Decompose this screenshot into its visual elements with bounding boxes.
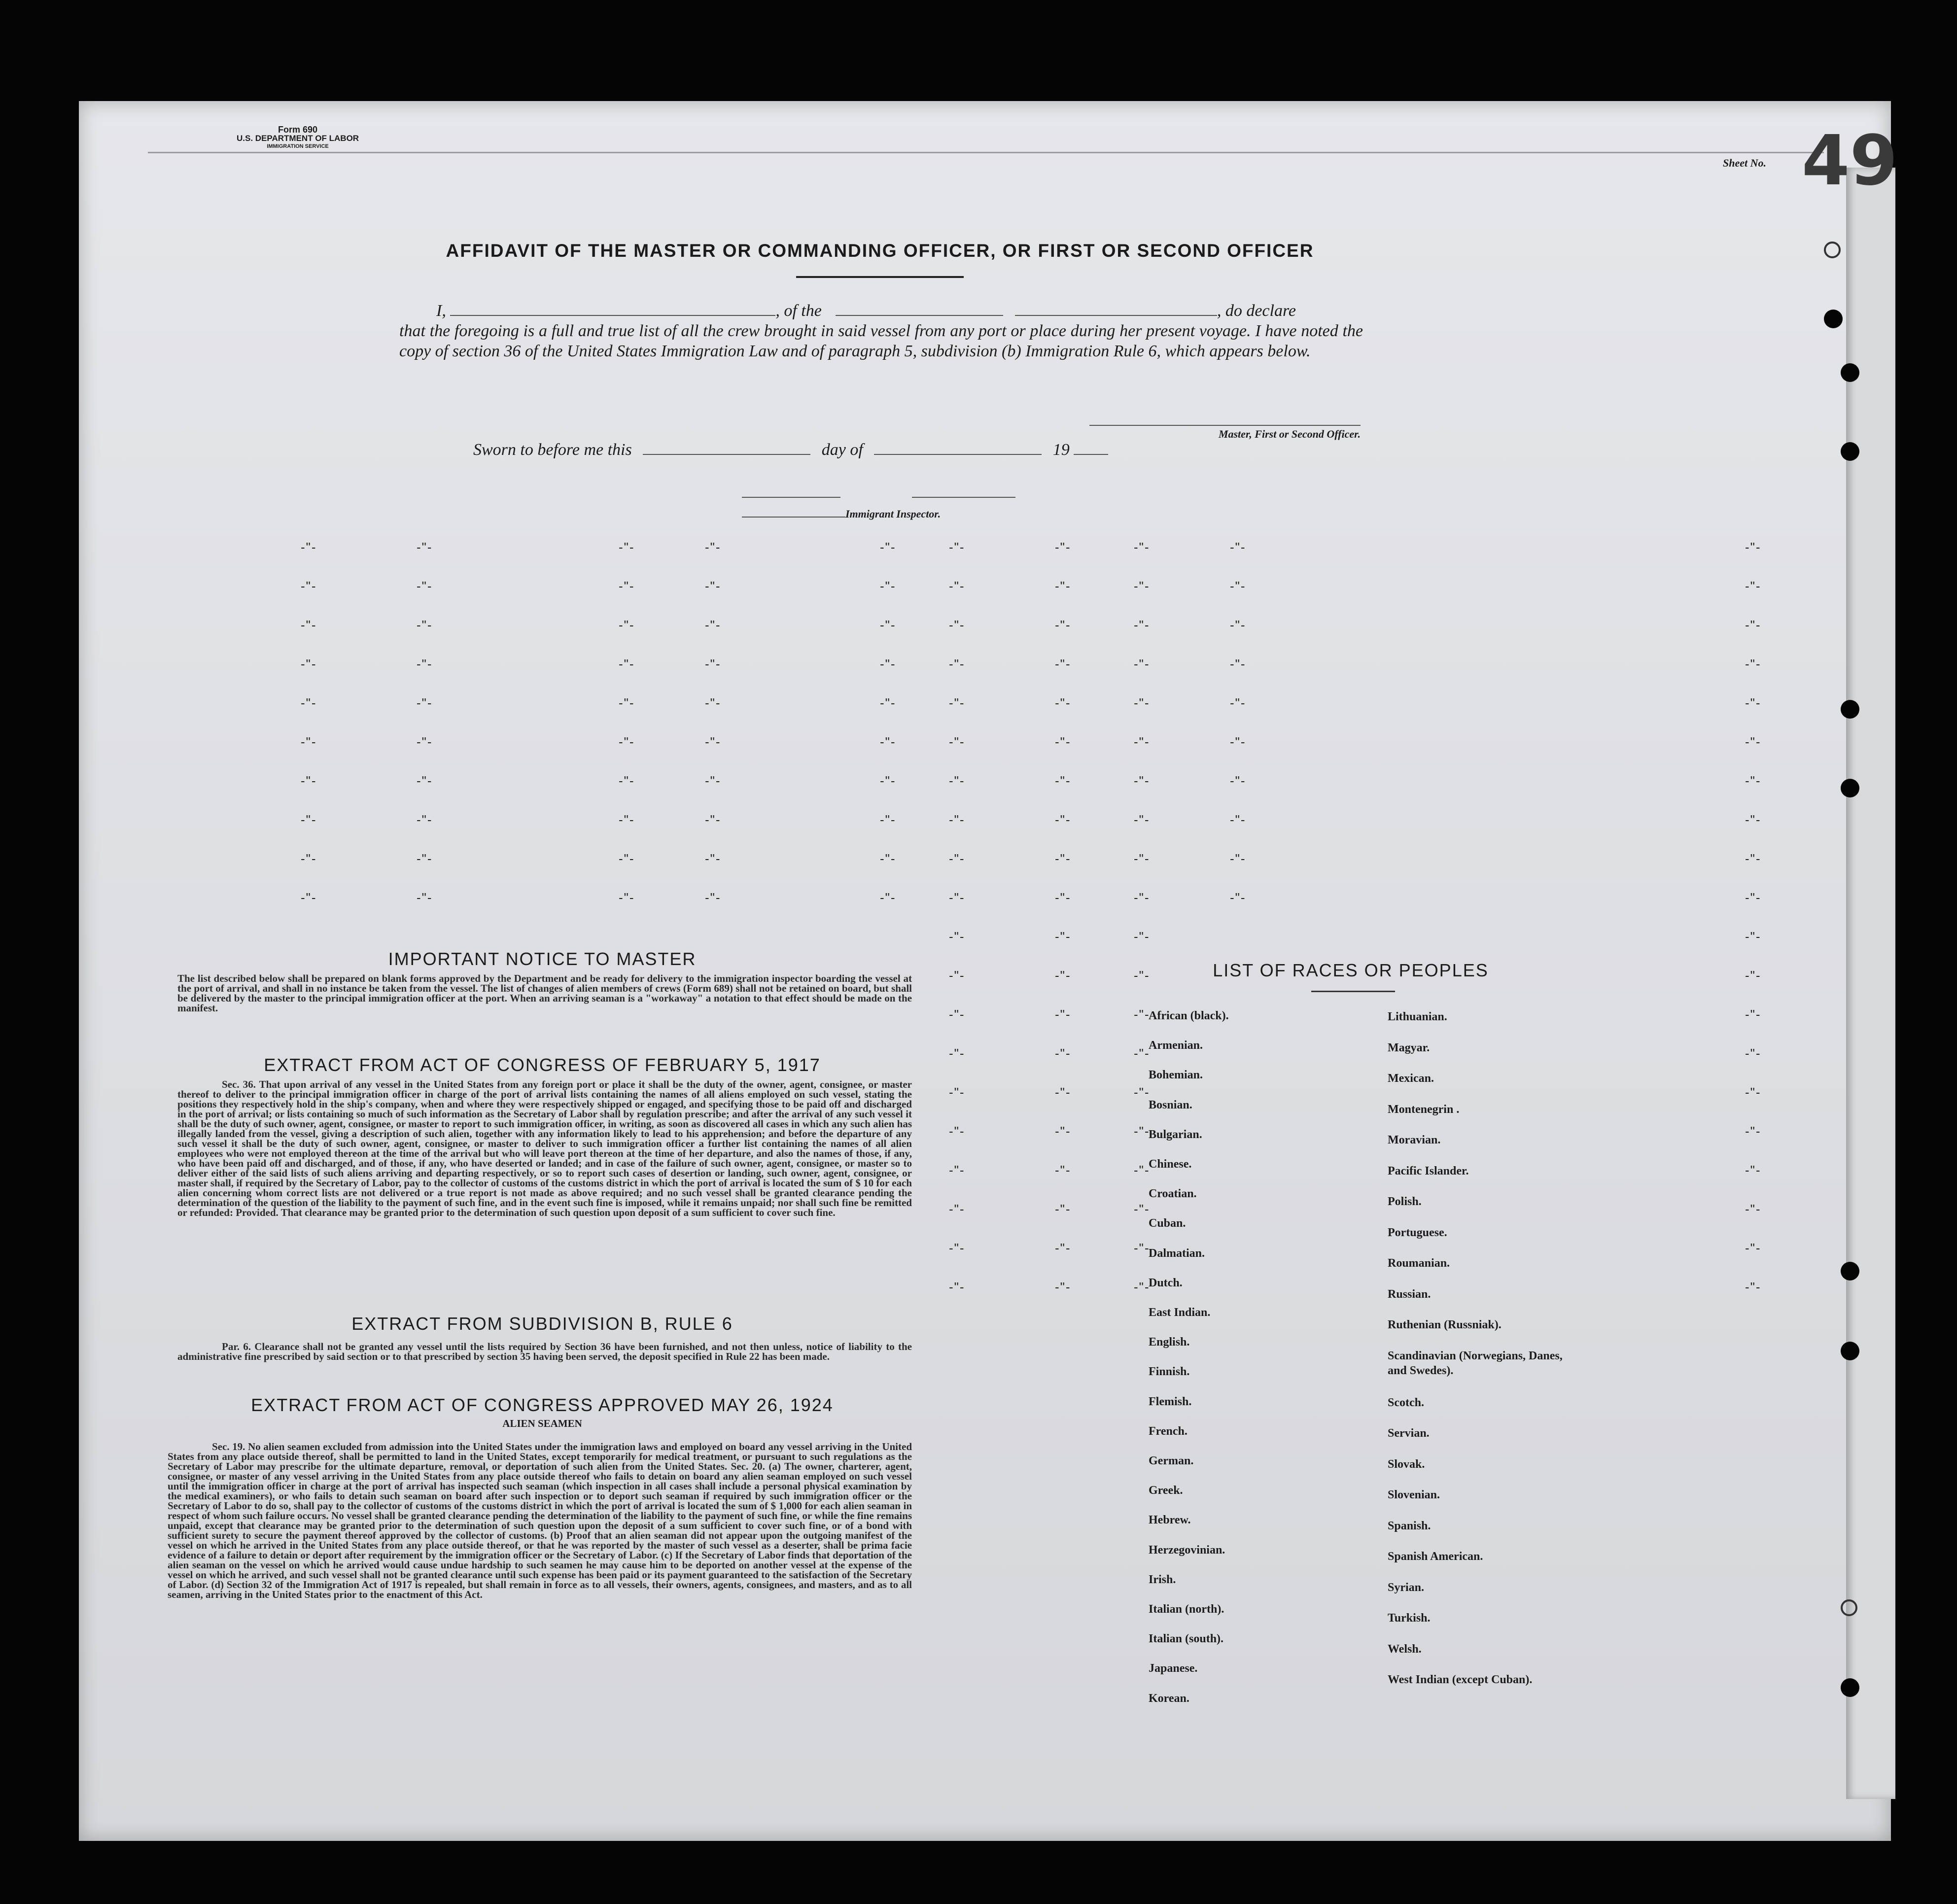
ditto-mark: -"- — [1055, 1085, 1071, 1100]
ditto-mark: -"- — [949, 695, 965, 710]
race-item: Servian. — [1388, 1427, 1430, 1440]
ditto-mark: -"- — [949, 929, 965, 944]
inspector-line — [742, 497, 840, 498]
ditto-mark: -"- — [619, 851, 635, 866]
ditto-mark: -"- — [949, 579, 965, 593]
ditto-mark: -"- — [1134, 1046, 1150, 1061]
ditto-mark: -"- — [880, 579, 896, 593]
ditto-mark: -"- — [1055, 890, 1071, 905]
race-item: East Indian. — [1149, 1306, 1211, 1319]
ditto-mark: -"- — [1745, 1124, 1761, 1139]
service-name: IMMIGRATION SERVICE — [267, 143, 329, 149]
extract-1924-text: Sec. 19. No alien seamen excluded from admission into the United States under the immigration laws and employed on board any vessel arriving in the United States from any place outside thereof, shall be permitted to land in the United States, except temporarily for medical treatment, or pursuant to such regulations as the Secretary of Labor may prescribe for the ultimate departure, removal, or deportation of such alien from the United States. Sec. 20. (a) The owner, charterer, agent, consignee, or master of any vessel arriving in the United States from any place outside thereof who fails to detain on board any alien seaman employed on such vessel until the immigration officer in charge at the port of arrival has inspected such seaman (which inspection in all cases shall include a personal physical examination by the medical examiners), or who fails to detain such seaman on board after such inspection or to deport such seaman if required by such immigration officer or the Secretary of Labor to do so, shall pay to the collector of customs of the customs district in which the port of arrival is located the sum of $ 1,000 for each alien seaman in respect of whom such failure occurs. No vessel shall be granted clearance pending the determination of the liability to the payment of such fine, or while the fine remains unpaid, except that clearance may be granted prior to the determination of such question upon the deposit of a sum sufficient to cover such fine, or of a bond with sufficient surety to secure the payment thereof approved by the collector of customs. (b) Proof that an alien seaman did not appear upon the outgoing manifest of the vessel on which he arrived in the United States from any place outside thereof, or that he was reported by the master of such vessel as a deserter, shall be prima facie evidence of a failure to detain or deport after requirement by the immigration officer or the Secretary of Labor. (c) If the Secretary of Labor finds that deportation of the alien seaman on the vessel on which he arrived would cause undue hardship to such seamen he may cause him to be deported on another vessel at the expense of the vessel on which he arrived, and such vessel shall not be granted clearance until such expense has been paid or its payment guaranteed to the satisfaction of the Secretary of Labor. (d) Section 32 of the Immigration Act of 1917 is repealed, but shall remain in force as to all vessels, their owners, agents, consignees, and masters, and as to all seamen, arriving in the United States prior to the enactment of this Act. — [168, 1441, 912, 1600]
ditto-mark: -"- — [619, 890, 635, 905]
ditto-mark: -"- — [1134, 540, 1150, 554]
sworn-year-blank — [1074, 440, 1108, 455]
race-item: Croatian. — [1149, 1187, 1197, 1201]
ditto-mark: -"- — [1745, 1163, 1761, 1177]
ditto-mark: -"- — [301, 618, 317, 632]
ditto-mark: -"- — [880, 812, 896, 827]
ditto-mark: -"- — [949, 1124, 965, 1139]
ditto-mark: -"- — [880, 734, 896, 749]
notice-text: The list described below shall be prepared on blank forms approved by the Department and be ready for delivery to the immigration inspector boarding the vessel at the port of arrival, and shall in no instance be taken from the vessel. The list of changes of alien members of crews (Form 689) shall not be retained on board, but shall be delivered by the master to the principal immigration officer at the port. When an arriving seaman is a "workaway" a notation to that effect should be made on the manifest. — [177, 972, 912, 1014]
ditto-mark: -"- — [301, 540, 317, 554]
ditto-mark: -"- — [705, 618, 721, 632]
ditto-mark: -"- — [417, 579, 433, 593]
ditto-mark: -"- — [1134, 851, 1150, 866]
race-item: Slovenian. — [1388, 1489, 1440, 1501]
ditto-mark: -"- — [880, 618, 896, 632]
ditto-mark: -"- — [1230, 812, 1246, 827]
ditto-mark: -"- — [880, 657, 896, 671]
ditto-mark: -"- — [1055, 851, 1071, 866]
ditto-mark: -"- — [1230, 579, 1246, 593]
sworn-month-blank — [874, 440, 1042, 455]
ditto-mark: -"- — [1230, 773, 1246, 788]
ditto-mark: -"- — [949, 657, 965, 671]
ditto-mark: -"- — [1745, 695, 1761, 710]
race-item: Japanese. — [1149, 1662, 1198, 1675]
inspector-label-text: Immigrant Inspector. — [845, 508, 941, 520]
race-item: Scotch. — [1388, 1396, 1424, 1409]
ditto-mark: -"- — [880, 773, 896, 788]
ditto-mark: -"- — [705, 579, 721, 593]
ditto-mark: -"- — [417, 773, 433, 788]
ditto-mark: -"- — [705, 540, 721, 554]
race-item: Slovak. — [1388, 1457, 1425, 1471]
declaration-body: that the foregoing is a full and true list of all the crew brought in said vessel from any port or place during her present voyage. I have noted the copy of section 36 of the United States Immigration Law and of paragraph 5, subdivision (b) Immigration Rule 6, which appears below. — [399, 322, 1363, 360]
ditto-mark: -"- — [949, 618, 965, 632]
sworn-year: 19 — [1052, 441, 1070, 459]
race-item: Finnish. — [1149, 1365, 1190, 1379]
ditto-mark: -"- — [1055, 1163, 1071, 1177]
ditto-mark: -"- — [1230, 890, 1246, 905]
binder-hole — [1841, 1342, 1859, 1360]
ditto-mark: -"- — [417, 540, 433, 554]
binder-hole — [1841, 1262, 1859, 1281]
ditto-mark: -"- — [1134, 657, 1150, 671]
ditto-mark: -"- — [619, 812, 635, 827]
sworn-statement — [473, 440, 1108, 459]
signature-label: Master, First or Second Officer. — [1218, 428, 1361, 440]
ditto-mark: -"- — [1134, 695, 1150, 710]
race-item: Cuban. — [1149, 1217, 1186, 1230]
race-item: Moravian. — [1388, 1134, 1441, 1146]
race-item: Dalmatian. — [1149, 1246, 1205, 1260]
ditto-mark: -"- — [619, 734, 635, 749]
ditto-mark: -"- — [1745, 812, 1761, 827]
ditto-mark: -"- — [417, 695, 433, 710]
ditto-mark: -"- — [705, 695, 721, 710]
race-item: Italian (south). — [1149, 1632, 1224, 1646]
ditto-mark: -"- — [1745, 1007, 1761, 1022]
race-item: West Indian (except Cuban). — [1388, 1673, 1533, 1686]
ditto-mark: -"- — [1055, 968, 1071, 983]
ditto-mark: -"- — [1745, 773, 1761, 788]
ditto-mark: -"- — [417, 657, 433, 671]
ditto-mark: -"- — [1055, 657, 1071, 671]
race-item: Korean. — [1149, 1692, 1189, 1705]
ditto-mark: -"- — [301, 695, 317, 710]
ditto-mark: -"- — [1134, 734, 1150, 749]
ditto-mark: -"- — [1134, 618, 1150, 632]
vessel-blank-2 — [1015, 301, 1217, 316]
ditto-mark: -"- — [1134, 929, 1150, 944]
ditto-mark: -"- — [1745, 890, 1761, 905]
ditto-mark: -"- — [1055, 1280, 1071, 1294]
sworn-day-blank — [643, 440, 810, 455]
ditto-mark: -"- — [949, 1280, 965, 1294]
ditto-mark: -"- — [1230, 734, 1246, 749]
race-item: Irish. — [1149, 1573, 1176, 1586]
race-item: Magyar. — [1388, 1041, 1430, 1054]
race-item: African (black). — [1149, 1009, 1229, 1022]
race-item: Greek. — [1149, 1484, 1183, 1497]
ditto-mark: -"- — [949, 851, 965, 866]
race-item: Chinese. — [1149, 1158, 1192, 1171]
ditto-mark: -"- — [1055, 1046, 1071, 1061]
ditto-mark: -"- — [1745, 851, 1761, 866]
title-underline — [796, 276, 964, 278]
ditto-mark: -"- — [417, 851, 433, 866]
ditto-mark: -"- — [301, 657, 317, 671]
race-item: Ruthenian (Russniak). — [1388, 1318, 1502, 1331]
binder-hole — [1824, 310, 1843, 328]
binder-hole — [1841, 442, 1859, 461]
extract-rule6-text: Par. 6. Clearance shall not be granted any vessel until the lists required by Section 36 have been furnished, and not then unless, notice of liability to the administrative fine prescribed by said section or to that prescribed by section 35 having been served, the deposit specified in Rule 22 has been made. — [177, 1341, 912, 1362]
ditto-mark: -"- — [705, 773, 721, 788]
ditto-mark: -"- — [880, 851, 896, 866]
ditto-mark: -"- — [705, 734, 721, 749]
extract-1924-subtitle: ALIEN SEAMEN — [502, 1418, 582, 1429]
ditto-mark: -"- — [949, 1007, 965, 1022]
race-item: Dutch. — [1149, 1276, 1183, 1289]
ditto-mark: -"- — [1134, 1280, 1150, 1294]
ditto-mark: -"- — [301, 812, 317, 827]
extract-rule6-title: EXTRACT FROM SUBDIVISION B, RULE 6 — [351, 1314, 733, 1334]
name-blank — [450, 301, 775, 316]
ditto-mark: -"- — [1134, 1163, 1150, 1177]
race-item: Hebrew. — [1149, 1514, 1191, 1527]
ditto-mark: -"- — [880, 695, 896, 710]
ditto-mark: -"- — [949, 1202, 965, 1216]
of-the-label: , of the — [775, 302, 822, 320]
ditto-mark: -"- — [1134, 579, 1150, 593]
ditto-mark: -"- — [1745, 540, 1761, 554]
ditto-mark: -"- — [949, 1163, 965, 1177]
race-item: Mexican. — [1388, 1072, 1434, 1085]
race-item: Polish. — [1388, 1195, 1422, 1208]
race-item: Roumanian. — [1388, 1257, 1450, 1270]
ditto-mark: -"- — [1055, 540, 1071, 554]
ditto-mark: -"- — [1055, 1241, 1071, 1255]
ditto-mark: -"- — [949, 890, 965, 905]
ditto-mark: -"- — [949, 1085, 965, 1100]
declare-label: , do declare — [1217, 302, 1296, 320]
form-number: Form 690 — [278, 125, 318, 135]
sheet-number: 49 — [1802, 121, 1898, 201]
inspector-line — [912, 497, 1015, 498]
ditto-mark: -"- — [1055, 618, 1071, 632]
race-item: French. — [1149, 1424, 1188, 1438]
race-item: Scandinavian (Norwegians, Danes, and Swedes). — [1388, 1349, 1563, 1377]
ditto-mark: -"- — [619, 540, 635, 554]
race-item: Lithuanian. — [1388, 1010, 1447, 1023]
ditto-mark: -"- — [1055, 929, 1071, 944]
binder-hole — [1824, 242, 1841, 258]
binder-hole — [1841, 363, 1859, 382]
department-name: U.S. DEPARTMENT OF LABOR — [237, 134, 359, 143]
ditto-mark: -"- — [880, 540, 896, 554]
ditto-mark: -"- — [949, 1241, 965, 1255]
ditto-mark: -"- — [417, 734, 433, 749]
vessel-blank — [836, 301, 1003, 316]
races-title: LIST OF RACES OR PEOPLES — [1213, 960, 1489, 980]
ditto-mark: -"- — [301, 734, 317, 749]
ditto-mark: -"- — [1745, 657, 1761, 671]
race-item: Welsh. — [1388, 1642, 1422, 1656]
race-item: Spanish. — [1388, 1519, 1431, 1532]
ditto-mark: -"- — [705, 657, 721, 671]
ditto-mark: -"- — [1230, 618, 1246, 632]
notice-title: IMPORTANT NOTICE TO MASTER — [388, 949, 697, 969]
race-item: Portuguese. — [1388, 1226, 1447, 1239]
race-item: German. — [1149, 1454, 1194, 1467]
ditto-mark: -"- — [1134, 812, 1150, 827]
ditto-mark: -"- — [619, 773, 635, 788]
ditto-mark: -"- — [1134, 1241, 1150, 1255]
extract-1924-title: EXTRACT FROM ACT OF CONGRESS APPROVED MAY 26, 1924 — [251, 1395, 834, 1415]
inspector-label — [742, 508, 941, 520]
ditto-mark: -"- — [1745, 1280, 1761, 1294]
race-item: Russian. — [1388, 1287, 1431, 1301]
ditto-mark: -"- — [301, 890, 317, 905]
underlying-sheet-edge — [1846, 168, 1895, 1799]
races-title-underline — [1311, 991, 1395, 992]
ditto-mark: -"- — [1055, 812, 1071, 827]
ditto-mark: -"- — [1055, 695, 1071, 710]
ditto-mark: -"- — [1134, 1085, 1150, 1100]
ditto-mark: -"- — [1745, 579, 1761, 593]
race-item: English. — [1149, 1336, 1190, 1349]
race-item: Bulgarian. — [1149, 1128, 1202, 1141]
ditto-mark: -"- — [1055, 1007, 1071, 1022]
ditto-mark: -"- — [1134, 1124, 1150, 1139]
ditto-mark: -"- — [1745, 1085, 1761, 1100]
race-item: Flemish. — [1149, 1395, 1192, 1408]
ditto-mark: -"- — [1055, 734, 1071, 749]
declarant-prefix: I, — [436, 302, 446, 320]
ditto-mark: -"- — [949, 773, 965, 788]
ditto-mark: -"- — [1745, 1241, 1761, 1255]
ditto-mark: -"- — [1230, 695, 1246, 710]
ditto-mark: -"- — [1745, 618, 1761, 632]
ditto-mark: -"- — [1230, 851, 1246, 866]
ditto-mark: -"- — [417, 618, 433, 632]
ditto-mark: -"- — [1055, 773, 1071, 788]
ditto-mark: -"- — [417, 812, 433, 827]
ditto-mark: -"- — [949, 1046, 965, 1061]
declaration-line-1 — [399, 301, 1363, 321]
ditto-mark: -"- — [949, 812, 965, 827]
ditto-mark: -"- — [1055, 1202, 1071, 1216]
ditto-mark: -"- — [1134, 1007, 1150, 1022]
ditto-mark: -"- — [1055, 579, 1071, 593]
ditto-mark: -"- — [1745, 1202, 1761, 1216]
ditto-mark: -"- — [1134, 890, 1150, 905]
ditto-mark: -"- — [619, 618, 635, 632]
race-item: Spanish American. — [1388, 1550, 1483, 1563]
ditto-mark: -"- — [1134, 1202, 1150, 1216]
ditto-mark: -"- — [705, 812, 721, 827]
race-item: Bohemian. — [1149, 1069, 1203, 1082]
race-item: Italian (north). — [1149, 1603, 1224, 1616]
ditto-mark: -"- — [301, 773, 317, 788]
ditto-mark: -"- — [705, 890, 721, 905]
signature-line — [1089, 425, 1361, 426]
sworn-prefix: Sworn to before me this — [473, 441, 632, 459]
ditto-mark: -"- — [619, 695, 635, 710]
ditto-mark: -"- — [1230, 540, 1246, 554]
ditto-mark: -"- — [1055, 1124, 1071, 1139]
binder-hole — [1841, 700, 1859, 719]
ditto-mark: -"- — [949, 734, 965, 749]
race-item: Armenian. — [1149, 1039, 1203, 1052]
form-header — [237, 126, 359, 151]
ditto-mark: -"- — [949, 540, 965, 554]
ditto-mark: -"- — [301, 851, 317, 866]
ditto-mark: -"- — [619, 579, 635, 593]
binder-hole — [1841, 1599, 1857, 1616]
race-item: Bosnian. — [1149, 1098, 1192, 1111]
ditto-mark: -"- — [705, 851, 721, 866]
race-item: Turkish. — [1388, 1612, 1431, 1625]
ditto-mark: -"- — [417, 890, 433, 905]
ditto-mark: -"- — [619, 657, 635, 671]
sheet-label: Sheet No. — [1723, 157, 1766, 169]
header-rule — [148, 152, 1824, 153]
ditto-mark: -"- — [880, 890, 896, 905]
ditto-mark: -"- — [1745, 929, 1761, 944]
binder-hole — [1841, 1678, 1859, 1697]
binder-hole — [1841, 779, 1859, 797]
race-item: Pacific Islander. — [1388, 1164, 1469, 1177]
sworn-day-of: day of — [821, 441, 863, 459]
race-item: Syrian. — [1388, 1581, 1425, 1594]
ditto-mark: -"- — [1134, 968, 1150, 983]
ditto-mark: -"- — [1745, 734, 1761, 749]
affidavit-declaration — [399, 301, 1363, 361]
ditto-mark: -"- — [1745, 1046, 1761, 1061]
extract-1917-title: EXTRACT FROM ACT OF CONGRESS OF FEBRUARY 5, 1917 — [264, 1055, 821, 1075]
ditto-mark: -"- — [1230, 657, 1246, 671]
ditto-mark: -"- — [949, 968, 965, 983]
ditto-mark: -"- — [1745, 968, 1761, 983]
race-item: Herzegovinian. — [1149, 1543, 1225, 1557]
extract-1917-text: Sec. 36. That upon arrival of any vessel in the United States from any foreign port or place it shall be the duty of the owner, agent, consignee, or master thereof to deliver to the principal immigration officer in charge of the port of arrival lists containing the names of all aliens employed on such vessel, stating the positions they respectively hold in the ship's company, when and where they were respectively shipped or engaged, and specifying those to be paid off and discharged in the port of arrival; or lists containing so much of such information as the Secretary of Labor shall by regulation prescribe; and after the arrival of any such vessel it shall be the duty of such owner, agent, consignee, or master to report to such immigration officer, in writing, as soon as discovered all cases in which any such alien has illegally landed from the vessel, giving a description of such alien, together with any information likely to lead to his apprehension; and before the departure of any such vessel it shall be the duty of such owner, agent, consignee, or master to deliver to such immigration officer a further list containing the names of all alien employees who were not employed thereon at the time of the arrival but who will leave port thereon at the time of her departure, and also the names of those, if any, who have been paid off and discharged, and of those, if any, who have deserted or landed; and in case of the failure of such owner, agent, consignee, or master so to deliver either of the said lists of such aliens arriving and departing respectively, or so to report such cases of desertion or landing, such owner, agent, consignee, or master shall, if required by the Secretary of Labor, pay to the collector of customs of the customs district in which the port of arrival is located the sum of $ 10 for each alien concerning whom correct lists are not delivered or a true report is not made as above required; and no such vessel shall be granted clearance pending the determination of the question of the liability to the payment of such fine, and in the event such fine is imposed, while it remains unpaid; nor shall such fine be remitted or refunded: Provided. That clearance may be granted prior to the determination of such question upon deposit of a sum sufficient to cover such fine. — [177, 1078, 912, 1218]
ditto-mark: -"- — [301, 579, 317, 593]
ditto-mark: -"- — [1134, 773, 1150, 788]
affidavit-title: AFFIDAVIT OF THE MASTER OR COMMANDING OFFICER, OR FIRST OR SECOND OFFICER — [446, 241, 1314, 261]
race-item: Montenegrin . — [1388, 1103, 1460, 1116]
